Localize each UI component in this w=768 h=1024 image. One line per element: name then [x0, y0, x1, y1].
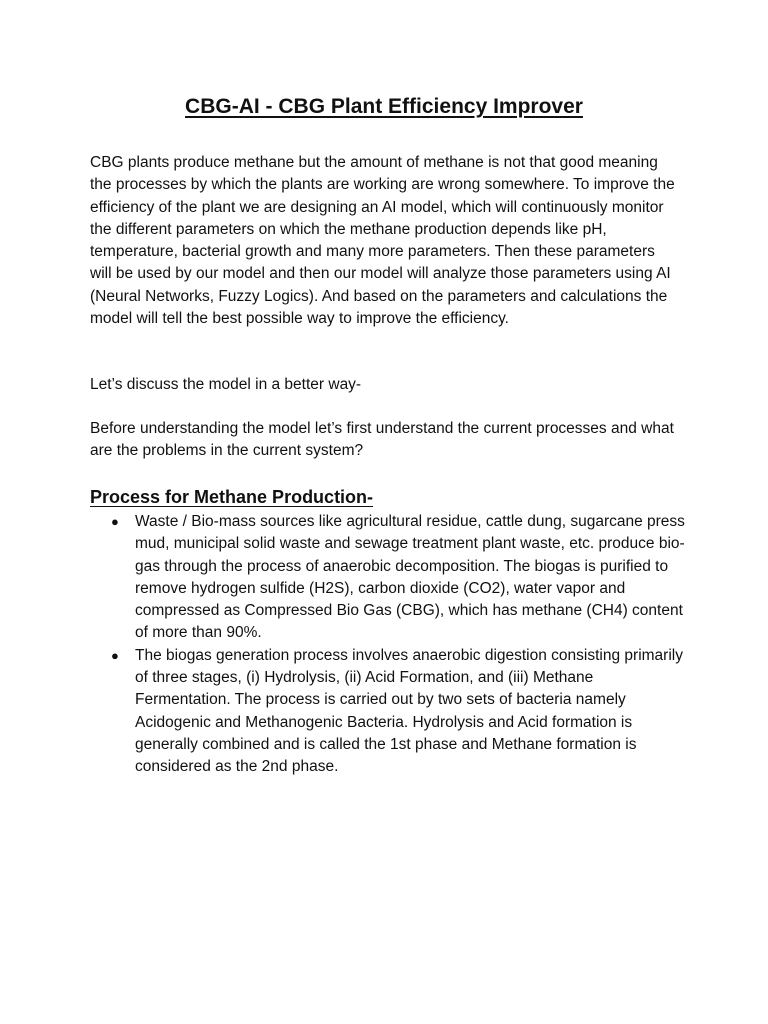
- bullet-list: [90, 511, 686, 779]
- list-item-text: The biogas generation process involves anaerobic digestion consisting primarily of three stages, (i) Hydrolysis, (ii) Acid Formation, and (iii) Methane Fermentation. The process is carried out by two sets of bacteria namely Acidogenic and Methanogenic Bacteria. Hydrolysis and Acid formation is generally combined and is called the 1st phase and Methane formation is considered as the 2nd phase.: [135, 646, 683, 776]
- bullet-icon: ●: [111, 647, 119, 663]
- list-item: [90, 511, 686, 645]
- document-title: CBG-AI - CBG Plant Efficiency Improver: [185, 95, 583, 118]
- intro-paragraph: CBG plants produce methane but the amount of methane is not that good meaning the processes by which the plants are working are wrong somewhere. To improve the efficiency of the plant we are designing an AI model, which will continuously monitor the different parameters on which the methane production depends like pH, temperature, bacterial growth and many more parameters. Then these parameters will be used by our model and then our model will analyze those parameters using AI (Neural Networks, Fuzzy Logics). And based on the parameters and calculations the model will tell the best possible way to improve the efficiency.: [90, 154, 675, 328]
- list-item: [90, 645, 686, 779]
- list-item-text: Waste / Bio-mass sources like agricultural residue, cattle dung, sugarcane press mud, municipal solid waste and sewage treatment plant waste, etc. produce bio-gas through the process of anaerobic decomposition. The biogas is purified to remove hydrogen sulfide (H2S), carbon dioxide (CO2), water vapor and compressed as Compressed Bio Gas (CBG), which has methane (CH4) content of more than 90%.: [135, 513, 685, 642]
- section-heading: Process for Methane Production-: [90, 487, 374, 507]
- discuss-paragraph: Let’s discuss the model in a better way-: [90, 376, 362, 393]
- bullet-icon: ●: [111, 514, 119, 529]
- before-paragraph: Before understanding the model let’s first understand the current processes and what are the problems in the current system?: [90, 420, 674, 460]
